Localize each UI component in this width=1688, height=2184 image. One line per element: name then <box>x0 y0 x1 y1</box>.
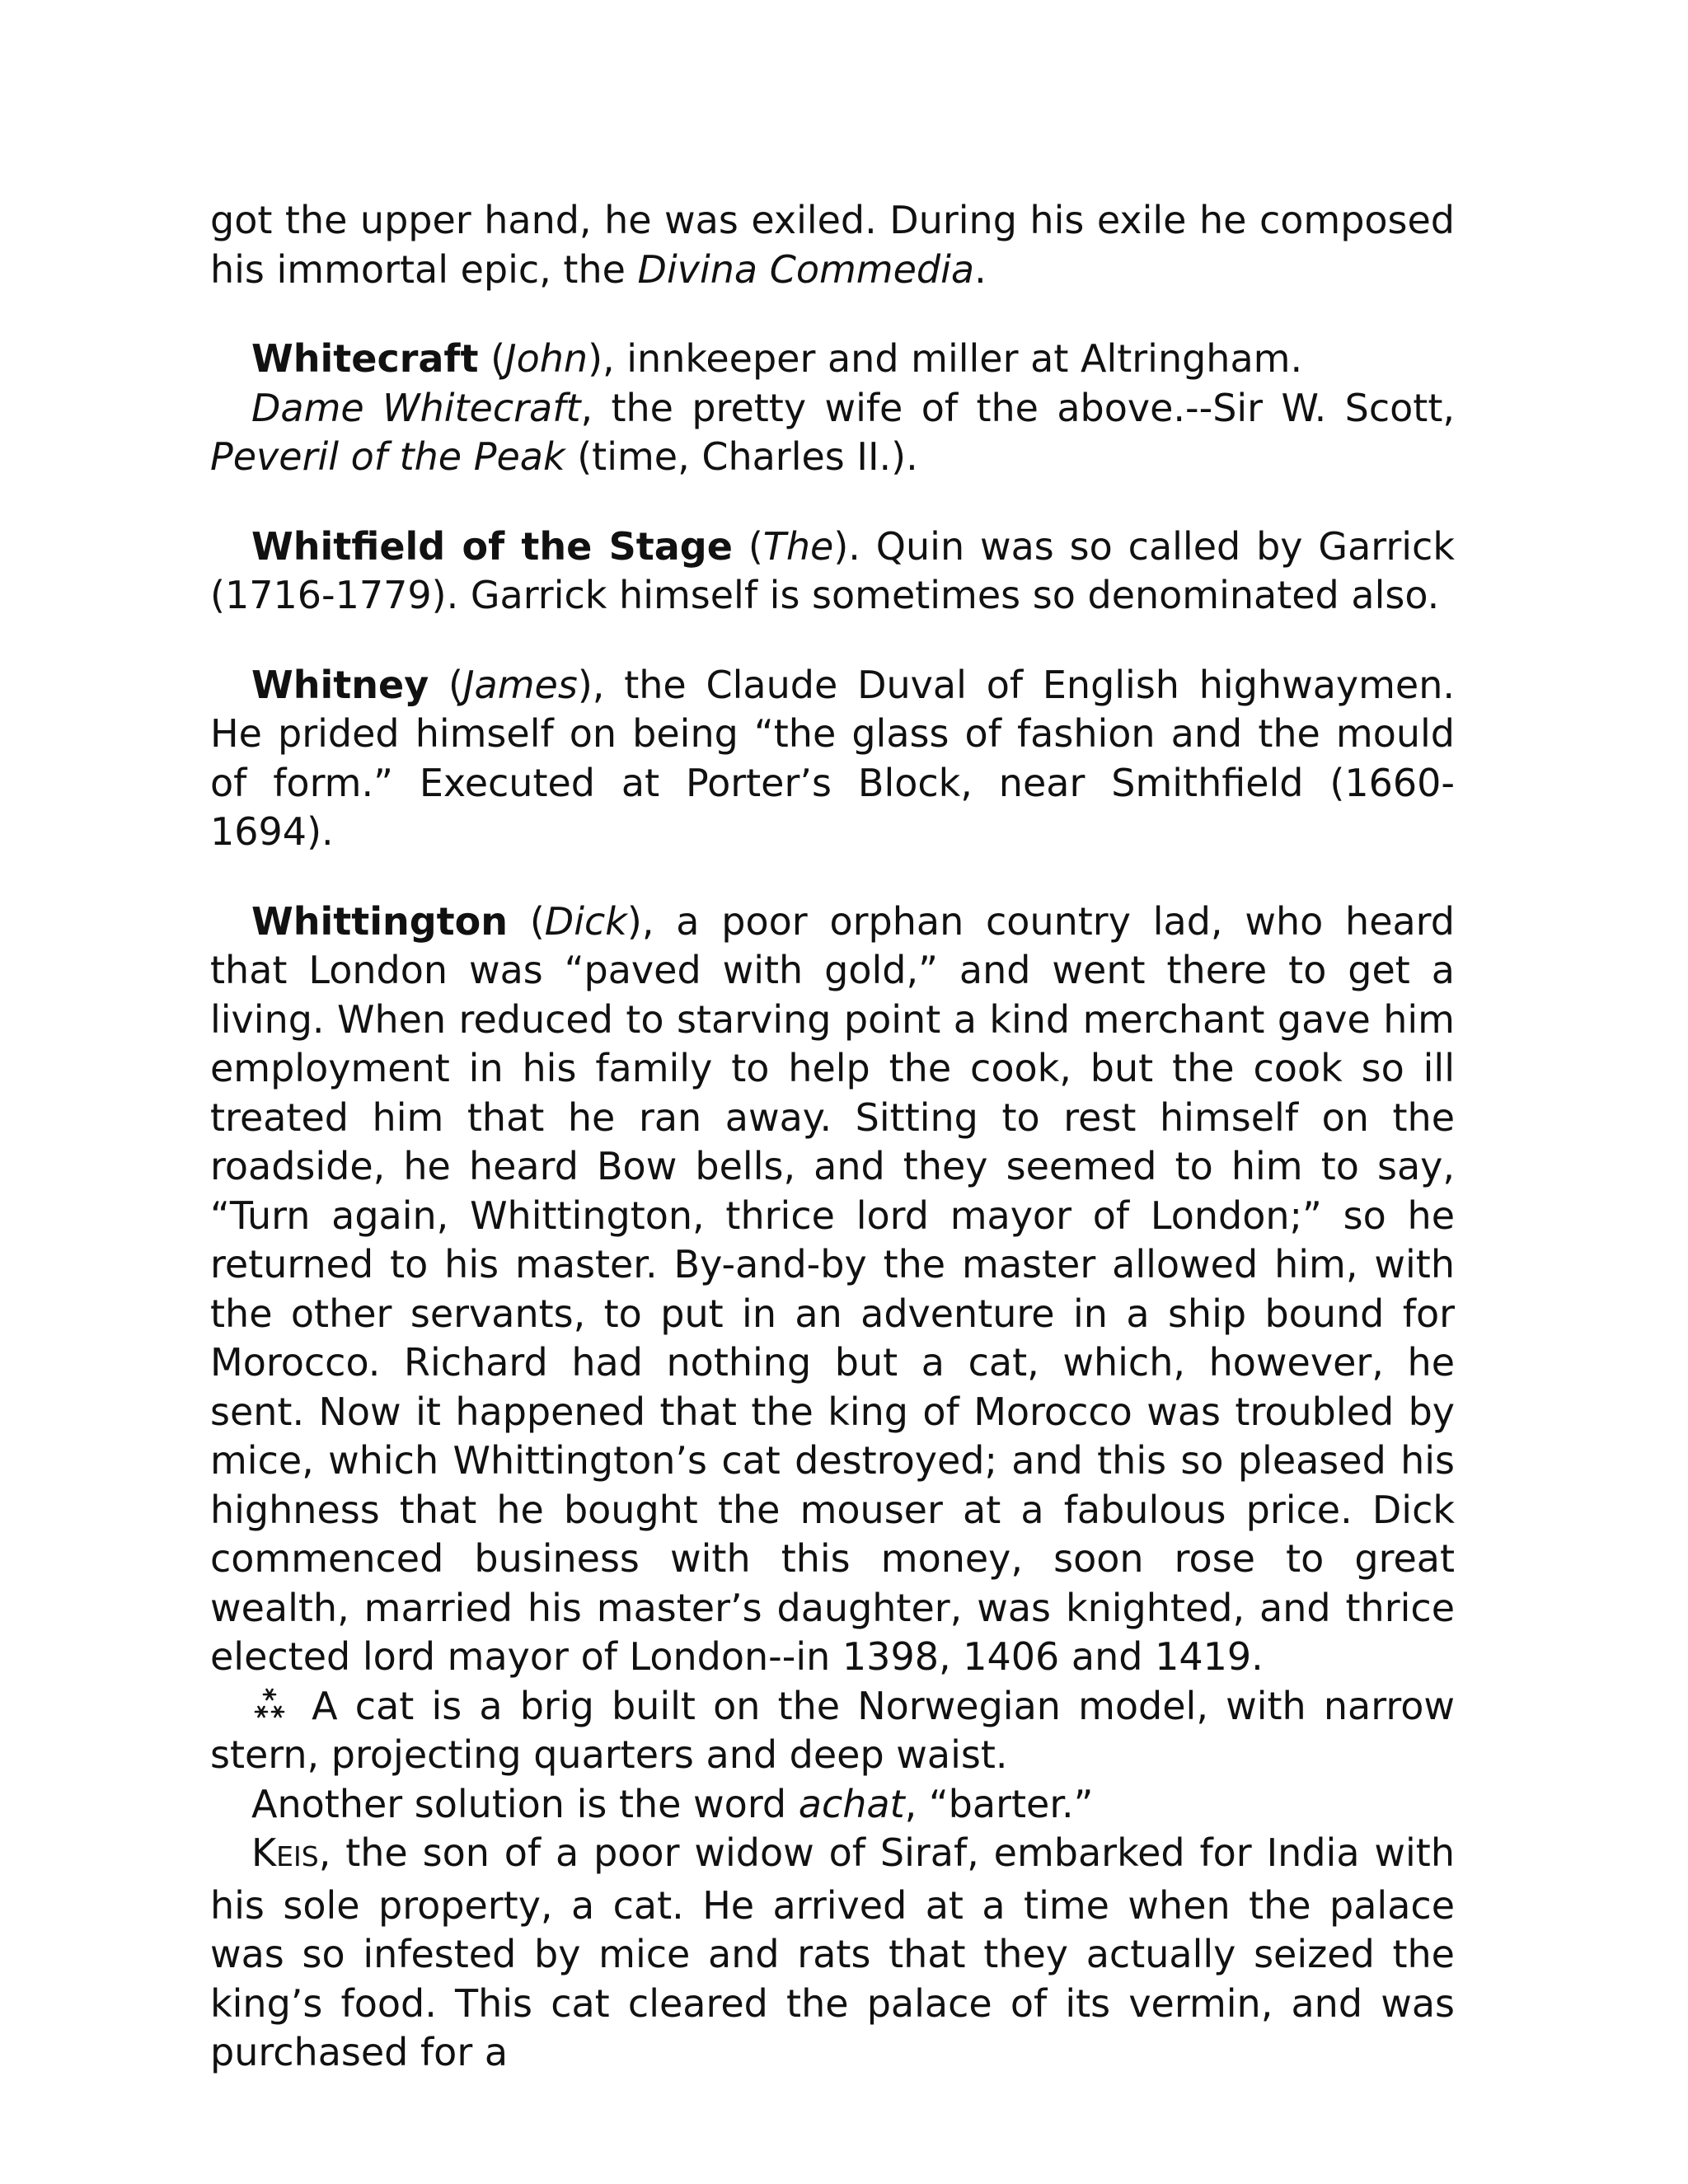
entry-whitecraft <box>210 335 1455 384</box>
entry-headword: Whitney <box>251 662 429 707</box>
entry-whittington <box>210 898 1455 1682</box>
entry-headword: Whitfield of the Stage <box>251 523 733 569</box>
entry-text: , the pretty wife of the above.--Sir W. Scott, <box>580 385 1456 430</box>
entry-name: James <box>462 662 578 707</box>
paren-open: ( <box>429 662 463 707</box>
word-achat: achat <box>798 1781 905 1826</box>
entry-name: John <box>505 336 588 381</box>
note-text: A cat is a brig built on the Norwegian model, with narrow stern, projecting quarters and deep waist. <box>210 1683 1455 1777</box>
note-text: Another solution is the word <box>251 1781 799 1826</box>
subentry-name: Dame Whitecraft <box>251 385 581 430</box>
entry-text: ). Quin was so called by Garrick (1716-1779). Garrick himself is sometimes so denominated also. <box>210 523 1455 617</box>
entry-text: got the upper hand, he was exiled. During his exile he composed his immortal epic, the <box>210 198 1455 292</box>
entry-text-end: . <box>974 246 987 292</box>
entry-headword: Whittington <box>251 898 509 944</box>
entry-dame-whitecraft <box>210 384 1455 482</box>
note-cat-brig <box>210 1682 1455 1780</box>
page-body <box>210 196 1455 2078</box>
entry-dante-continuation <box>210 196 1455 294</box>
note-text-end: , “barter.” <box>904 1781 1094 1826</box>
paren-open: ( <box>732 523 763 569</box>
entry-text: ), a poor orphan country lad, who heard that London was “paved with gold,” and went there to get a living. When reduced to starving point a kind merchant gave him employment in his family to help the cook, but the cook so ill treated him that he ran away. Sitting to rest himself on the roadside, he heard Bow bells, and they seemed to him to say, “Turn again, Whittington, thrice lord mayor of London;” so he returned to his master. By-and-by the master allowed him, with the other servants, to put in an adventure in a ship bound for Morocco. Richard had nothing but a cat, which, however, he sent. Now it happened that the king of Morocco was troubled by mice, which Whittington’s cat destroyed; and this so pleased his highness that he bought the mouser at a fabulous price. Dick commenced business with this money, soon rose to great wealth, married his master’s daughter, was knighted, and thrice elected lord mayor of London--in 1398, 1406 and 1419. <box>210 898 1455 1679</box>
smallcaps-initial: K <box>251 1830 277 1875</box>
work-title: Peveril of the Peak <box>210 434 565 479</box>
entry-headword: Whitecraft <box>251 336 479 381</box>
note-text: , the son of a poor widow of Siraf, embarked for India with his sole property, a cat. He arrived at a time when the palace was so infested by mice and rats that they actually seized the king’s food. This cat cleared the palace of its vermin, and was purchased for a <box>210 1830 1455 2074</box>
note-achat <box>210 1780 1455 1830</box>
entry-text: ), the Claude Duval of English highwaymen. He prided himself on being “the glass of fashion and the mould of form.” Executed at Porter’s Block, near Smithfield (1660-1694). <box>210 662 1455 854</box>
entry-text-end: (time, Charles II.). <box>565 434 918 479</box>
smallcaps-rest: EIS <box>276 1840 319 1872</box>
paren-open: ( <box>508 898 545 944</box>
entry-text: ), innkeeper and miller at Altringham. <box>588 336 1303 381</box>
note-keis <box>210 1829 1455 2078</box>
paren-open: ( <box>478 336 506 381</box>
entry-name: Dick <box>544 898 627 944</box>
work-title: Divina Commedia <box>637 246 975 292</box>
entry-whitfield <box>210 523 1455 621</box>
entry-name: The <box>762 523 834 569</box>
entry-whitney <box>210 661 1455 857</box>
asterism-icon <box>251 1686 294 1722</box>
